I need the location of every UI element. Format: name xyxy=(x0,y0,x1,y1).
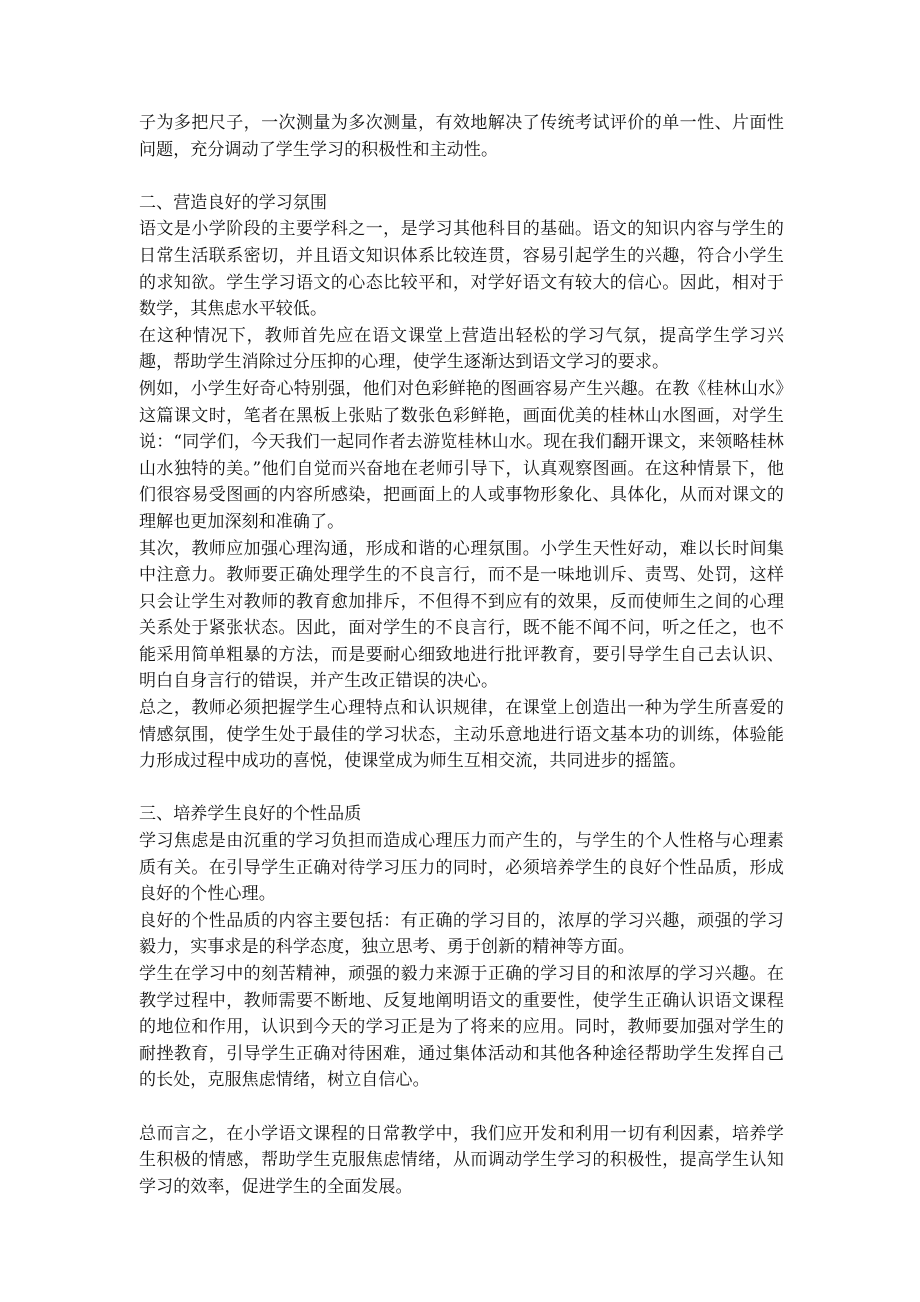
section-3 xyxy=(139,801,784,1094)
intro-paragraph: 子为多把尺子，一次测量为多次测量，有效地解决了传统考试评价的单一性、片面性问题，充分调动了学生学习的积极性和主动性。 xyxy=(139,113,784,160)
section-2 xyxy=(139,190,784,775)
blank-line xyxy=(139,1094,784,1121)
section-3-heading: 三、培养学生良好的个性品质 xyxy=(139,804,362,825)
section-3-paragraph-1: 学习焦虑是由沉重的学习负担而造成心理压力而产生的，与学生的个人性格与心理素质有关。在引导学生正确对待学习压力的同时，必须培养学生的良好个性品质，形成良好的个性心理。 xyxy=(139,831,784,905)
blank-line xyxy=(139,163,784,190)
section-2-paragraph-5: 总之，教师必须把握学生心理特点和认识规律，在课堂上创造出一种为学生所喜爱的情感氛围，使学生处于最佳的学习状态，主动乐意地进行语文基本功的训练，体验能力形成过程中成功的喜悦，使课堂成为师生互相交流，共同进步的摇篮。 xyxy=(139,698,784,772)
conclusion-block xyxy=(139,1121,784,1201)
section-2-paragraph-3: 例如，小学生好奇心特别强，他们对色彩鲜艳的图画容易产生兴趣。在教《桂林山水》这篇课文时，笔者在黑板上张贴了数张色彩鲜艳，画面优美的桂林山水图画，对学生说：“同学们，今天我们一起同作者去游览桂林山水。现在我们翻开课文，来领略桂林山水独特的美。”他们自觉而兴奋地在老师引导下，认真观察图画。在这种情景下，他们很容易受图画的内容所感染，把画面上的人或事物形象化、具体化，从而对课文的理解也更加深刻和准确了。 xyxy=(139,378,784,532)
section-2-heading: 二、营造良好的学习氛围 xyxy=(139,192,328,213)
blank-line xyxy=(139,775,784,802)
conclusion-paragraph: 总而言之，在小学语文课程的日常教学中，我们应开发和利用一切有利因素，培养学生积极的情感，帮助学生克服焦虑情绪，从而调动学生学习的积极性，提高学生认知学习的效率，促进学生的全面发展。 xyxy=(139,1123,784,1197)
section-2-paragraph-1: 语文是小学阶段的主要学科之一，是学习其他科目的基础。语文的知识内容与学生的日常生活联系密切，并且语文知识体系比较连贯，容易引起学生的兴趣，符合小学生的求知欲。学生学习语文的心态比较平和，对学好语文有较大的信心。因此，相对于数学，其焦虑水平较低。 xyxy=(139,219,784,320)
section-3-paragraph-2: 良好的个性品质的内容主要包括：有正确的学习目的，浓厚的学习兴趣，顽强的学习毅力，实事求是的科学态度，独立思考、勇于创新的精神等方面。 xyxy=(139,910,784,958)
document-body xyxy=(139,110,784,1200)
intro-block xyxy=(139,110,784,163)
section-2-paragraph-2: 在这种情况下，教师首先应在语文课堂上营造出轻松的学习气氛，提高学生学习兴趣，帮助学生消除过分压抑的心理，使学生逐渐达到语文学习的要求。 xyxy=(139,325,784,373)
section-2-paragraph-4: 其次，教师应加强心理沟通，形成和谐的心理氛围。小学生天性好动，难以长时间集中注意力。教师要正确处理学生的不良言行，而不是一味地训斥、责骂、处罚，这样只会让学生对教师的教育愈加排斥，不但得不到应有的效果，反而使师生之间的心理关系处于紧张状态。因此，面对学生的不良言行，既不能不闻不问，听之任之，也不能采用简单粗暴的方法，而是要耐心细致地进行批评教育，要引导学生自己去认识、明白自身言行的错误，并产生改正错误的决心。 xyxy=(139,538,784,692)
section-3-paragraph-3: 学生在学习中的刻苦精神，顽强的毅力来源于正确的学习目的和浓厚的学习兴趣。在教学过程中，教师需要不断地、反复地阐明语文的重要性，使学生正确认识语文课程的地位和作用，认识到今天的学习正是为了将来的应用。同时，教师要加强对学生的耐挫教育，引导学生正确对待困难，通过集体活动和其他各种途径帮助学生发挥自己的长处，克服焦虑情绪，树立自信心。 xyxy=(139,964,784,1091)
